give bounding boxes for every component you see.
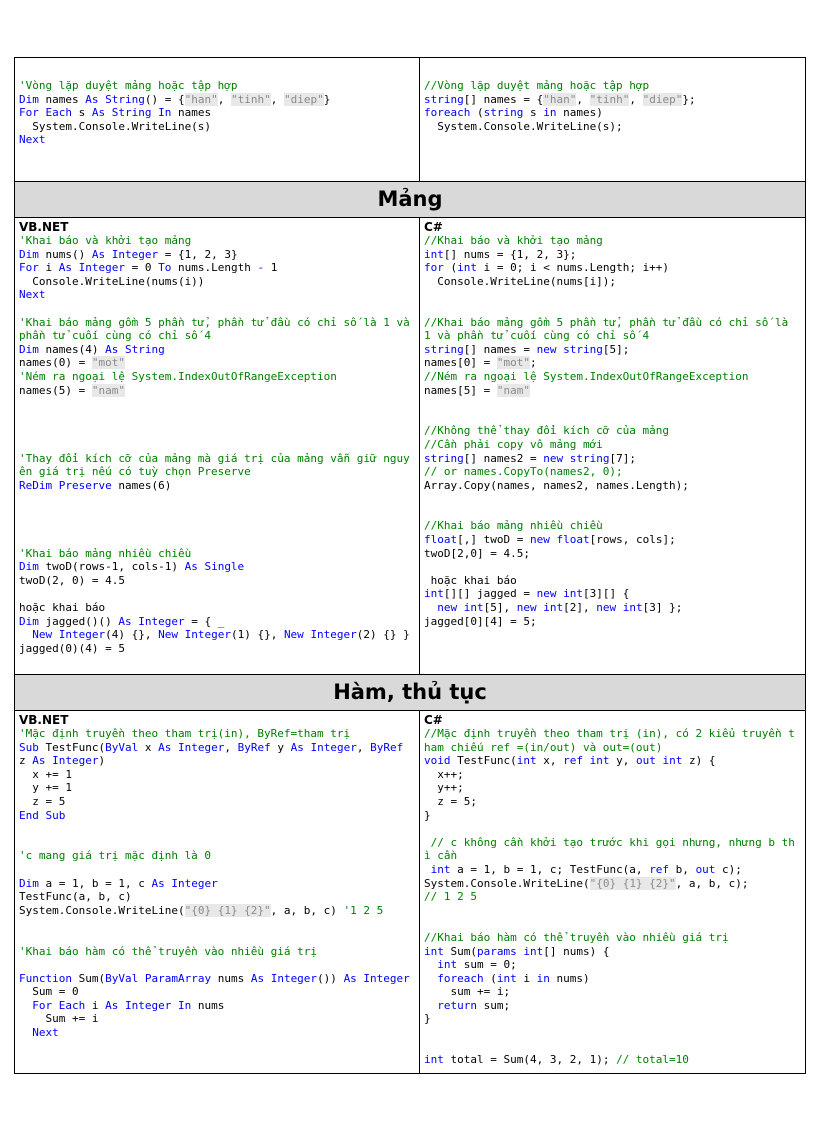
code-line: For i As Integer = 0 To nums.Length - 1 (19, 261, 278, 275)
code-line: Array.Copy(names, names2, names.Length); (424, 478, 689, 492)
code-line: Next (32, 1026, 59, 1040)
code-line: hoặc khai báo (19, 601, 106, 615)
code-comment: //Vòng lặp duyệt mảng hoặc tập hợp (424, 79, 650, 92)
code-line: names[5] = "nam" (424, 383, 530, 397)
code-line: int sum = 0; (437, 958, 517, 972)
code-line: System.Console.WriteLine("{0} {1} {2}", a, b, c); (424, 876, 749, 890)
code-line: y += 1 (19, 781, 72, 795)
code-line: Next (19, 288, 46, 302)
code-line: Dim a = 1, b = 1, c As Integer (19, 876, 218, 890)
code-comment: 'Thay đổi kích cỡ của mảng mà giá trị của mảng vẫn giữ nguyên giá trị nếu có tuỳ chọn Preserve (19, 451, 410, 479)
code-line: jagged[0][4] = 5; (424, 614, 537, 628)
code-line: Function Sum(ByVal ParamArray nums As Integer()) As Integer (19, 971, 410, 985)
code-line: float[,] twoD = new float[rows, cols]; (424, 533, 676, 547)
code-line: int total = Sum(4, 3, 2, 1); // total=10 (424, 1053, 689, 1067)
code-line: System.Console.WriteLine(s); (424, 119, 623, 133)
cs-function-cell (420, 711, 806, 1074)
code-line: int a = 1, b = 1, c; TestFunc(a, ref b, out c); (430, 862, 742, 876)
code-line: Next (19, 133, 46, 147)
code-line: string[] names = {"han", "tinh", "diep"}; (424, 92, 696, 106)
code-line: Sum = 0 (19, 985, 79, 999)
code-line: for (int i = 0; i < nums.Length; i++) (424, 261, 670, 275)
code-comment: 'Khai báo hàm có thể truyền vào nhiều giá trị (19, 944, 318, 958)
code-comment: //Mặc định truyền theo tham trị (in), có 2 kiểu truyền tham chiếu ref =(in/out) và out=(out) (424, 727, 795, 754)
code-line: New Integer(4) {}, New Integer(1) {}, New Integer(2) {} } (32, 628, 410, 642)
code-line: } (424, 1012, 431, 1026)
code-comment: 'Khai báo mảng gồm 5 phần tử, phần tử đầu có chỉ số là 1 và phần tử cuối cùng có chỉ số 4 (19, 315, 417, 343)
code-line: hoặc khai báo (424, 573, 517, 587)
code-line: new int[5], new int[2], new int[3] }; (437, 601, 683, 615)
code-line: z = 5 (19, 794, 66, 808)
vb-function-cell (15, 711, 420, 1074)
code-line: string[] names2 = new string[7]; (424, 451, 636, 465)
code-comment: 'Vòng lặp duyệt mảng hoặc tập hợp (19, 79, 238, 92)
vb-array-cell (15, 218, 420, 675)
code-comment: //Cần phải copy vô mảng mới (424, 437, 603, 451)
cs-label: C# (424, 220, 443, 234)
code-comment: //Khai báo hàm có thể truyền vào nhiều giá trị (424, 930, 729, 944)
code-line: Dim nums() As Integer = {1, 2, 3} (19, 247, 238, 261)
code-line: For Each s As String In names (19, 106, 212, 120)
code-line: z = 5; (424, 794, 477, 808)
code-line: foreach (string s in names) (424, 106, 603, 120)
cs-loop-cell (420, 58, 806, 182)
array-section-header (15, 182, 806, 218)
code-comment: 'Mặc định truyền theo tham trị(in), ByRef=tham trị (19, 727, 351, 740)
code-line: names(0) = "mot" (19, 356, 125, 370)
code-line: x++; (424, 767, 464, 781)
code-comment: 'Ném ra ngoại lệ System.IndexOutOfRangeException (19, 369, 337, 383)
section-title: Hàm, thủ tục (15, 675, 806, 711)
code-comment: 'Khai báo mảng nhiều chiều (19, 546, 192, 560)
code-comment: //Khai báo mảng gồm 5 phần tử, phần tử đầu có chỉ số là 1 và phần tử cuối cùng có chỉ số 4 (424, 315, 795, 343)
code-line: Console.WriteLine(nums[i]); (424, 274, 617, 288)
vb-label: VB.NET (19, 220, 69, 234)
code-comment: //Khai báo mảng nhiều chiều (424, 519, 603, 533)
code-line: string[] names = new string[5]; (424, 342, 630, 356)
code-line: Dim twoD(rows-1, cols-1) As Single (19, 560, 245, 574)
function-row (15, 711, 806, 1074)
code-line: Dim jagged()() As Integer = { _ (19, 614, 225, 628)
vb-loop-cell (15, 58, 420, 182)
code-line: System.Console.WriteLine("{0} {1} {2}", a, b, c) '1 2 5 (19, 903, 384, 917)
code-line: int Sum(params int[] nums) { (424, 944, 610, 958)
code-line: twoD(2, 0) = 4.5 (19, 573, 125, 587)
code-line: Dim names As String() = {"han", "tinh", "diep"} (19, 92, 331, 106)
code-line: void TestFunc(int x, ref int y, out int z) { (424, 754, 716, 768)
vb-label: VB.NET (19, 713, 69, 727)
code-comment: 'Khai báo và khởi tạo mảng (19, 234, 192, 247)
code-comment: //Không thể thay đổi kích cỡ của mảng (424, 424, 670, 438)
code-line: x += 1 (19, 767, 72, 781)
loop-row (15, 58, 806, 182)
code-comment: 'c mang giá trị mặc định là 0 (19, 849, 212, 863)
code-line: foreach (int i in nums) (437, 971, 590, 985)
code-line: return sum; (437, 998, 511, 1012)
code-line: names(5) = "nam" (19, 383, 125, 397)
code-line: int[][] jagged = new int[3][] { (424, 587, 630, 601)
code-line: ReDim Preserve names(6) (19, 478, 172, 492)
code-line: TestFunc(a, b, c) (19, 890, 132, 904)
code-line: System.Console.WriteLine(s) (19, 119, 212, 133)
code-line: Sum += i (19, 1012, 99, 1026)
code-line: Dim names(4) As String (19, 342, 165, 356)
section-title: Mảng (15, 182, 806, 218)
code-comparison-table (14, 57, 806, 1074)
cs-array-cell (420, 218, 806, 675)
code-comment: // or names.CopyTo(names2, 0); (424, 465, 623, 479)
code-line: twoD[2,0] = 4.5; (424, 546, 530, 560)
code-line: For Each i As Integer In nums (32, 998, 225, 1012)
code-line: sum += i; (424, 985, 511, 999)
code-line: Console.WriteLine(nums(i)) (19, 274, 205, 288)
code-comment: //Ném ra ngoại lệ System.IndexOutOfRangeException (424, 369, 749, 383)
function-section-header (15, 675, 806, 711)
code-comment: // c không cần khởi tạo trước khi gọi nhưng, nhưng b thì cần (424, 835, 795, 863)
code-line: names[0] = "mot"; (424, 356, 537, 370)
code-comment: // 1 2 5 (424, 890, 477, 904)
code-line: Sub TestFunc(ByVal x As Integer, ByRef y As Integer, ByRef z As Integer) (19, 740, 410, 768)
code-line: int[] nums = {1, 2, 3}; (424, 247, 577, 261)
code-line: jagged(0)(4) = 5 (19, 641, 125, 655)
code-line: } (424, 808, 431, 822)
code-line: y++; (424, 781, 464, 795)
cs-label: C# (424, 713, 443, 727)
array-row (15, 218, 806, 675)
code-line: End Sub (19, 808, 66, 822)
code-comment: //Khai báo và khởi tạo mảng (424, 234, 603, 247)
